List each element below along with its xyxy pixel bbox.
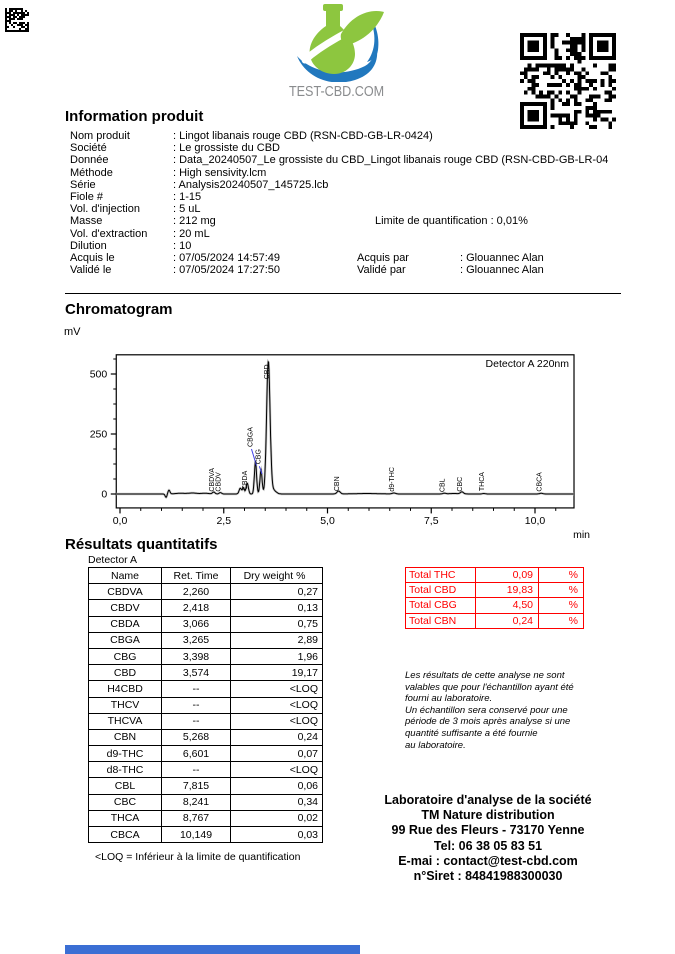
svg-text:CBG: CBG [255,449,263,465]
table-row: CBGA 3,265 2,89 [89,632,323,648]
svg-text:d9-THC: d9-THC [388,467,396,492]
section-divider [65,293,621,294]
table-row: THCA 8,767 0,02 [89,810,323,826]
svg-text:CBL: CBL [439,478,447,493]
col-ret-time: Ret. Time [162,568,231,584]
table-row: Total CBD 19,83 % [406,583,584,598]
lab-line: n°Siret : 84841988300030 [413,869,563,884]
totals-table [405,567,584,629]
table-row: CBDA 3,066 0,75 [89,616,323,632]
info-section-title: Information produit [65,108,204,125]
table-row: CBN 5,268 0,24 [89,729,323,745]
info-row [70,203,670,215]
info-label: Acquis le [70,252,115,265]
info-value: : 07/05/2024 14:57:49 [173,252,281,265]
lab-line: Tel: 06 38 05 83 51 [433,838,543,853]
svg-text:0: 0 [101,488,108,501]
info-label: Société [70,142,107,155]
info-label: Masse [70,215,103,228]
info-row [70,240,670,252]
info-value: : Lingot libanais rouge CBD (RSN-CBD-GB-LR-0424) [173,130,433,142]
table-row: CBDVA 2,260 0,27 [89,584,323,600]
svg-text:THCA: THCA [479,472,487,492]
svg-text:Detector A 220nm: Detector A 220nm [485,357,570,370]
table-row: Total THC 0,09 % [406,568,584,583]
svg-text:2,5: 2,5 [216,514,232,527]
info-label: Nom produit [70,130,130,142]
svg-text:CBD: CBD [264,364,272,380]
lab-line: TM Nature distribution [421,808,555,823]
svg-text:7,5: 7,5 [423,514,439,527]
table-row: CBL 7,815 0,06 [89,778,323,794]
y-axis-unit-label: mV [64,326,81,338]
table-row: CBCA 10,149 0,03 [89,827,323,843]
lab-line: 99 Rue des Fleurs - 73170 Yenne [391,823,585,838]
table-row: H4CBD -- <LOQ [89,681,323,697]
svg-text:5,0: 5,0 [320,514,335,527]
info-label: Série [70,178,96,191]
svg-text:CBDVA: CBDVA [208,467,216,492]
svg-text:CBDA: CBDA [241,470,249,491]
laboratory-address-block [330,793,646,884]
info-value: : High sensivity.lcm [173,166,267,179]
table-row: Total CBN 0,24 % [406,613,584,628]
info-label: Méthode [70,166,113,179]
info-row-masse [70,215,670,227]
footer-bar [65,945,360,954]
info-value: : Analysis20240507_145725.lcb [173,178,329,191]
svg-text:min: min [573,528,591,540]
info-value: : 1-15 [173,191,202,204]
disclaimer-text: Les résultats de cette analyse ne sont valables que pour l'échantillon ayant été fourni au laboratoire. Un échantillon sera conservé pour une période de 3 mois après analyse si une quantité suffisante a été fournie au laboratoire. [405,670,574,751]
results-table [88,567,323,843]
info-row [70,154,670,166]
info-label: Vol. d'extraction [70,227,148,240]
lab-line: Laboratoire d'analyse de la société [384,793,592,807]
svg-text:CBCA: CBCA [536,472,544,492]
info-row [70,191,670,203]
table-row: THCVA -- <LOQ [89,713,323,729]
svg-text:10,0: 10,0 [524,514,546,527]
info-label: Fiole # [70,191,104,204]
svg-text:250: 250 [89,428,108,441]
info-label: Vol. d'injection [70,203,140,216]
test-cbd-logo [280,4,392,104]
results-header-row [89,568,323,584]
info-row [70,142,670,154]
loq-footnote: <LOQ = Inférieur à la limite de quantification [95,851,301,863]
svg-text:0,0: 0,0 [112,514,128,527]
table-row: CBD 3,574 19,17 [89,665,323,681]
info-label: Dilution [70,239,107,252]
info-value: : Data_20240507_Le grossiste du CBD_Lingot libanais rouge CBD (RSN-CBD-GB-LR-04 [173,154,609,167]
info-value: : 10 [173,239,192,252]
info-row [70,167,670,179]
svg-text:CBC: CBC [457,476,465,492]
acquis-par: Acquis par : Glouannec Alan [357,252,544,265]
svg-text:CBDV: CBDV [215,472,223,492]
info-value: : Le grossiste du CBD [173,142,280,155]
detector-label: Detector A [88,554,138,566]
col-name: Name [89,568,162,584]
chromatogram-section-title: Chromatogram [65,301,173,318]
info-row [70,130,670,142]
svg-text:500: 500 [89,368,108,381]
table-row: d8-THC -- <LOQ [89,762,323,778]
info-row [70,228,670,240]
info-row [70,179,670,191]
table-row: CBC 8,241 0,34 [89,794,323,810]
svg-text:CBGA: CBGA [247,427,255,447]
table-row: Total CBG 4,50 % [406,598,584,613]
valide-par: Validé par : Glouannec Alan [357,264,544,277]
info-value: : 07/05/2024 17:27:50 [173,264,281,277]
info-value: : 212 mg [173,215,216,228]
col-dry-weight: Dry weight % [231,568,323,584]
datamatrix-code-icon [5,8,29,32]
results-section-title: Résultats quantitatifs [65,536,218,553]
info-label: Validé le [70,264,112,277]
flask-leaf-logo-icon [280,4,392,82]
table-row: CBDV 2,418 0,13 [89,600,323,616]
qr-code-icon [520,33,616,129]
limite-quantification: Limite de quantification : 0,01% [375,215,528,228]
info-value: : 20 mL [173,227,210,240]
info-value: : 5 uL [173,203,201,216]
info-block [70,130,670,276]
logo-text: TEST-CBD.COM [288,83,385,100]
svg-text:CBN: CBN [333,476,341,492]
table-row: d9-THC 6,601 0,07 [89,746,323,762]
table-row: CBG 3,398 1,96 [89,648,323,664]
chromatogram-chart [58,340,620,540]
info-row-valide [70,264,670,276]
lab-line: E-mai : contact@test-cbd.com [398,853,578,868]
info-label: Donnée [70,154,109,167]
info-row-acquis [70,252,670,264]
table-row: THCV -- <LOQ [89,697,323,713]
